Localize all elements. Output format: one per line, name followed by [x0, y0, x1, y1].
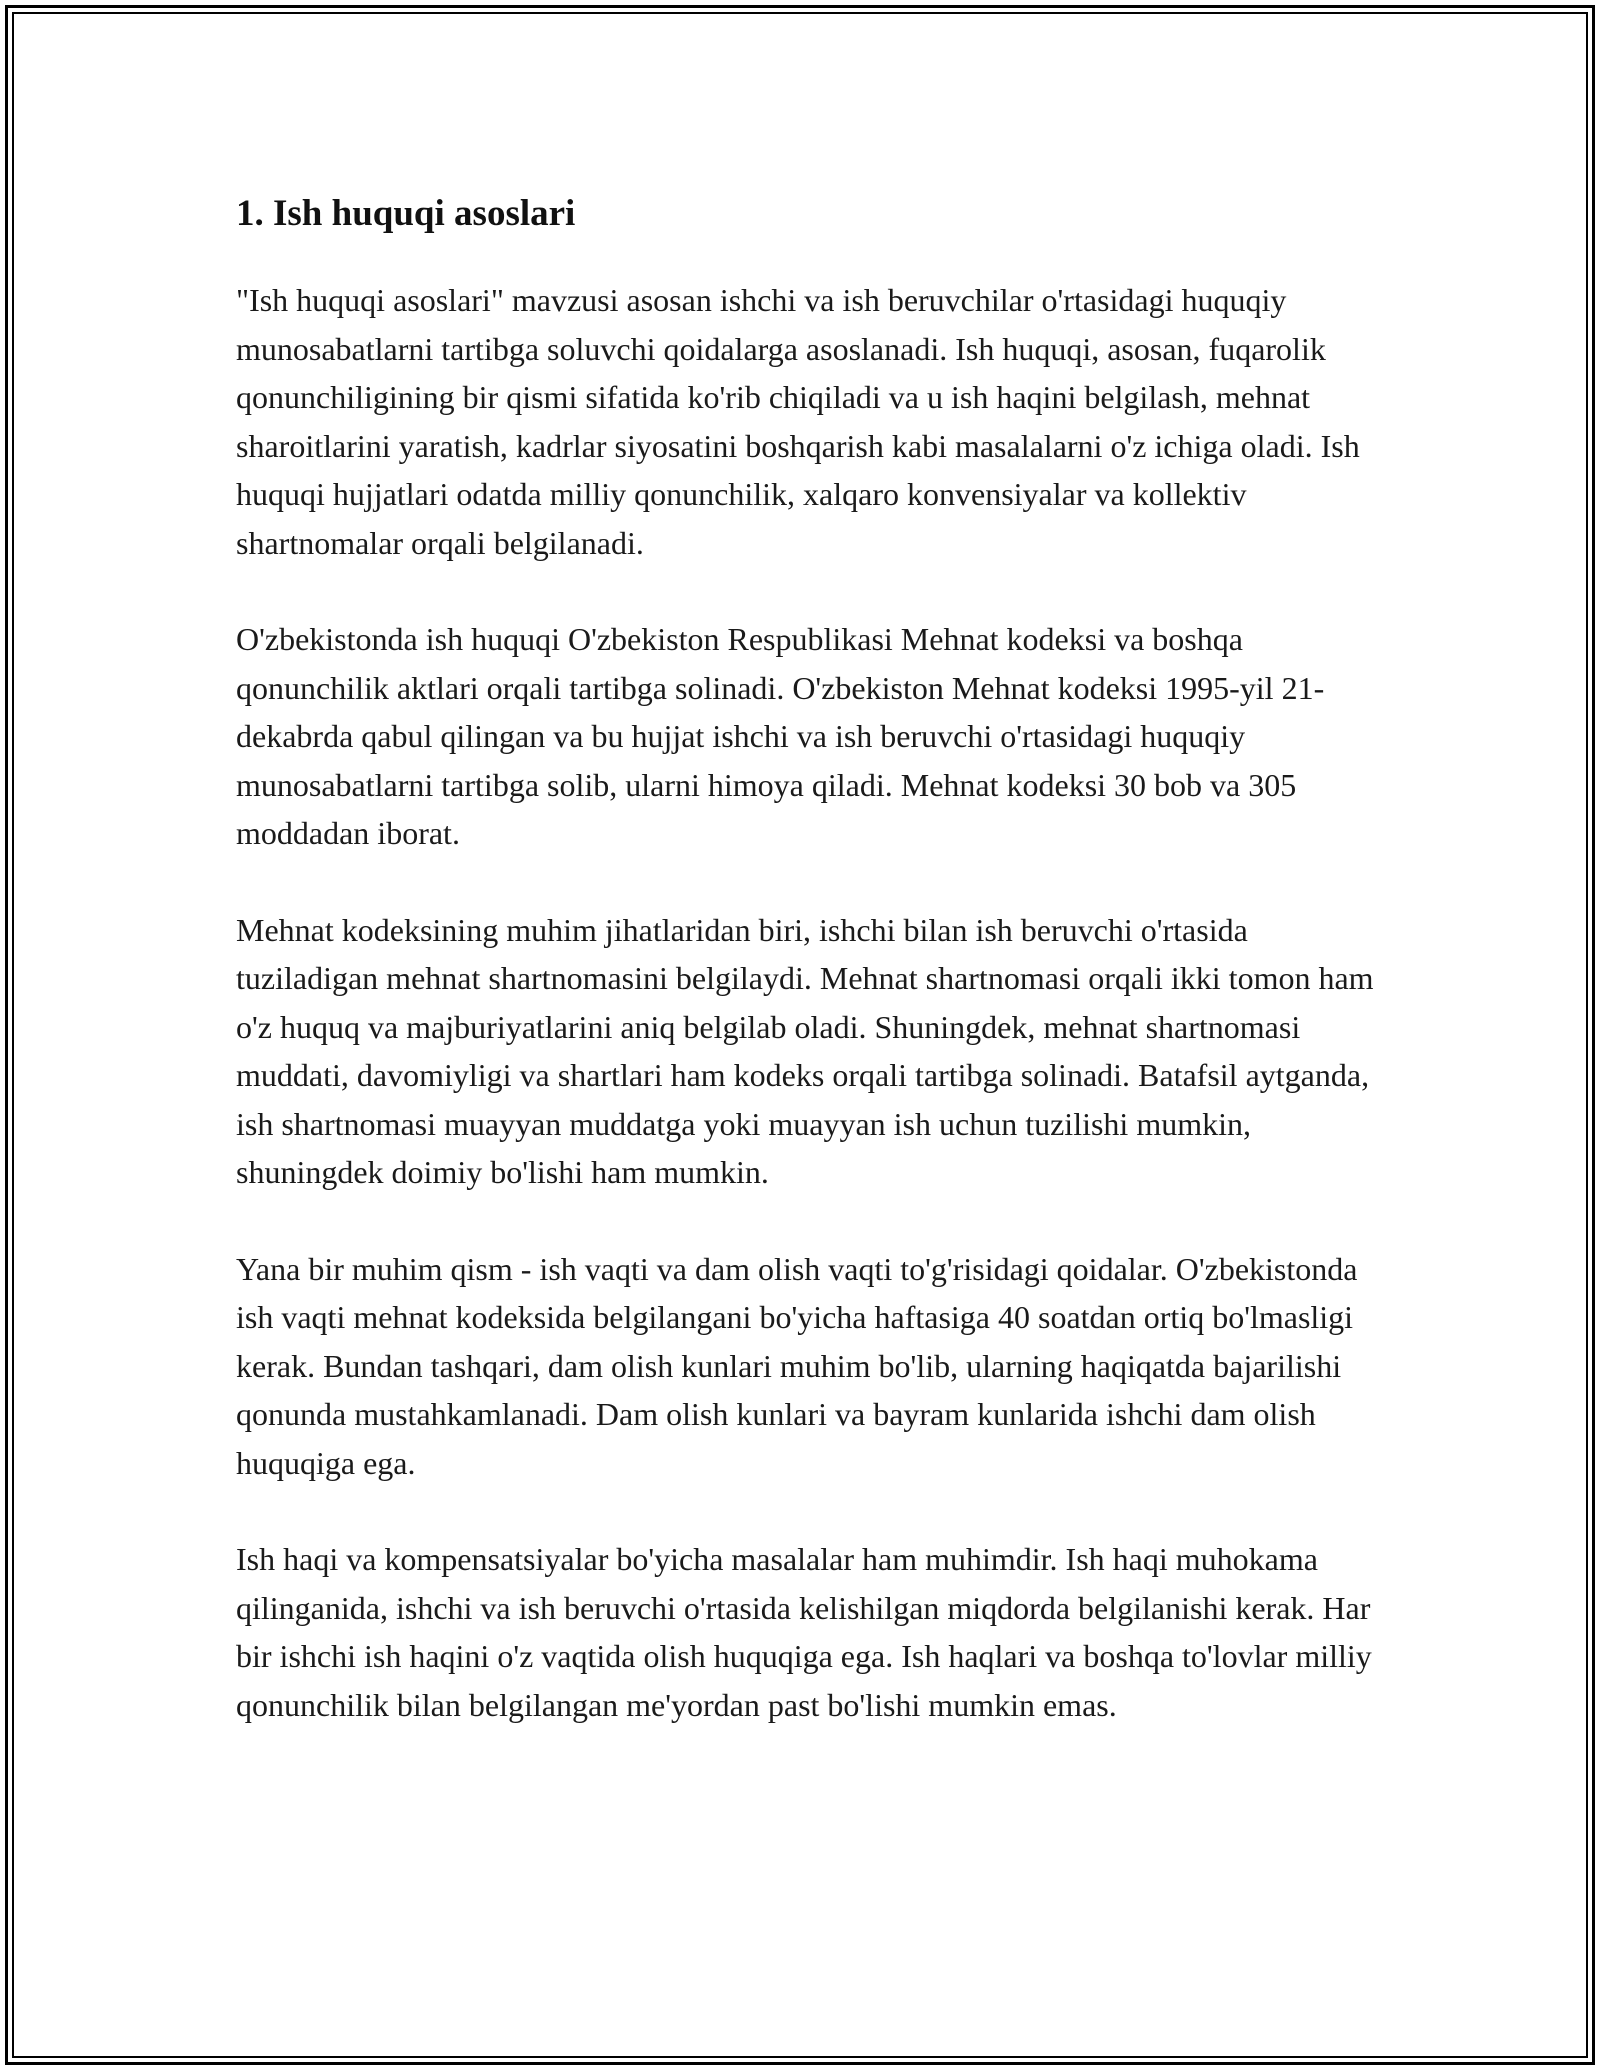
- paragraph-employment-contract: Mehnat kodeksining muhim jihatlaridan biri, ishchi bilan ish beruvchi o'rtasida tuziladigan mehnat shartnomasini belgilaydi. Mehnat shartnomasi orqali ikki tomon ham o'z huquq va majburiyatlarini aniq belgilab oladi. Shuningdek, mehnat shartnomasi muddati, davomiyligi va shartlari ham kodeks orqali tartibga solinadi. Batafsil aytganda, ish shartnomasi muayyan muddatga yoki muayyan ish uchun tuzilishi mumkin, shuningdek doimiy bo'lishi ham mumkin.: [236, 911, 1374, 1190]
- section-heading: 1. Ish huquqi asoslari: [236, 193, 576, 234]
- document-body: [236, 186, 1376, 1777]
- paragraph-intro: "Ish huquqi asoslari" mavzusi asosan ishchi va ish beruvchilar o'rtasidagi huquqiy munosabatlarni tartibga soluvchi qoidalarga asoslanadi. Ish huquqi, asosan, fuqarolik qonunchiligining bir qismi sifatida ko'rib chiqiladi va u ish haqini belgilash, mehnat sharoitlarini yaratish, kadrlar siyosatini boshqarish kabi masalalarni o'z ichiga oladi. Ish huquqi hujjatlari odatda milliy qonunchilik, xalqaro konvensiyalar va kollektiv shartnomalar orqali belgilanadi.: [236, 282, 1360, 561]
- paragraph-wages: Ish haqi va kompensatsiyalar bo'yicha masalalar ham muhimdir. Ish haqi muhokama qilinganida, ishchi va ish beruvchi o'rtasida kelishilgan miqdorda belgilanishi kerak. Har bir ishchi ish haqini o'z vaqtida olish huquqiga ega. Ish haqlari va boshqa to'lovlar milliy qonunchilik bilan belgilangan me'yordan past bo'lishi mumkin emas.: [236, 1541, 1372, 1723]
- paragraph-working-time: Yana bir muhim qism - ish vaqti va dam olish vaqti to'g'risidagi qoidalar. O'zbekistonda ish vaqti mehnat kodeksida belgilangani bo'yicha haftasiga 40 soatdan ortiq bo'lmasligi kerak. Bundan tashqari, dam olish kunlari muhim bo'lib, ularning haqiqatda bajarilishi qonunda mustahkamlanadi. Dam olish kunlari va bayram kunlarida ishchi dam olish huquqiga ega.: [236, 1250, 1358, 1481]
- paragraph-labor-code: O'zbekistonda ish huquqi O'zbekiston Respublikasi Mehnat kodeksi va boshqa qonunchilik aktlari orqali tartibga solinadi. O'zbekiston Mehnat kodeksi 1995-yil 21-dekabrda qabul qilingan va bu hujjat ishchi va ish beruvchi o'rtasidagi huquqiy munosabatlarni tartibga solib, ularni himoya qiladi. Mehnat kodeksi 30 bob va 305 moddadan iborat.: [236, 621, 1325, 851]
